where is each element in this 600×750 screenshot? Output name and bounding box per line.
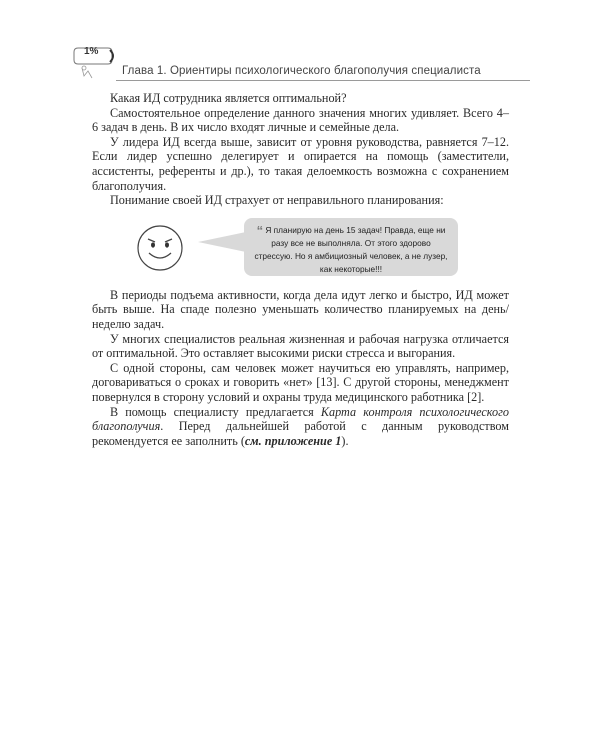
paragraph: У многих специалистов реальная жизненная и рабочая нагрузка отличается от оптимальной. Это оставляет высокими риски стресса и выгорания. <box>92 331 509 361</box>
text-run: В помощь специалисту предлагается <box>110 404 321 419</box>
card-title: Карта контроля психологического благополучия <box>92 404 509 434</box>
paragraph: В периоды подъема активности, когда дела идут легко и быстро, ИД может быть выше. На спаде полезно уменьшать количество планируемых на день/неделю задач. <box>92 287 509 331</box>
header-badge: 1% <box>84 46 99 57</box>
quote-mark-icon: “ <box>256 222 264 238</box>
appendix-reference: см. приложение 1 <box>244 433 342 448</box>
chapter-title: Глава 1. Ориентиры психологического благополучия специалиста <box>122 65 481 77</box>
text-run: . Перед дальнейшей работой с данным руководством рекомендуется ее заполнить ( <box>92 419 509 448</box>
paragraph: Какая ИД сотрудника является оптимальной? <box>110 91 347 105</box>
page-header <box>72 44 530 84</box>
paragraph <box>92 405 509 449</box>
speech-bubble <box>244 218 458 276</box>
header-divider <box>116 80 530 81</box>
smiley-face-icon <box>136 224 184 272</box>
illustration <box>92 214 509 280</box>
speech-content: Я планирую на день 15 задач! Правда, еще ни разу все не выполняла. От этого здорово стрессую. Но я амбициозный человек, а не лузер, как некоторые!!! <box>254 224 448 274</box>
speech-bubble-tail <box>198 228 246 256</box>
page-body <box>92 91 509 448</box>
paragraph: У лидера ИД всегда выше, зависит от уровня руководства, равняется 7–12. Если лидер успешно делегирует и опирается на помощь (заместители, ассистенты, референты и др.), то такая делоемкость возможна с сохранением благополучия. <box>92 134 509 193</box>
paragraph: С одной стороны, сам человек может научиться ею управлять, например, договариваться о сроках и говорить «нет» [13]. С другой стороны, менеджмент повернулся в сторону условий и охраны труда медицинского работника [2]. <box>92 360 509 404</box>
paragraph: Самостоятельное определение данного значения многих удивляет. Всего 4–6 задач в день. В их число входят личные и семейные дела. <box>92 105 509 135</box>
paragraph: Понимание своей ИД страхует от неправильного планирования: <box>110 193 444 208</box>
speech-text <box>252 224 450 276</box>
text-run: ). <box>341 433 349 448</box>
